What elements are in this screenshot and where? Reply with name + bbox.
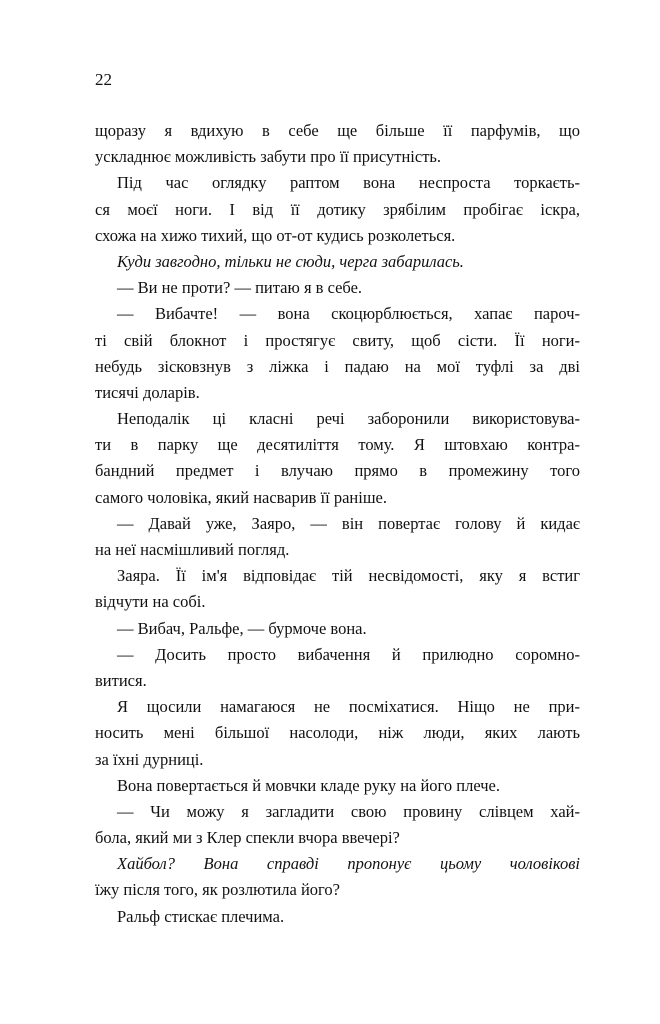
- body-text: [95, 118, 580, 930]
- text-line: Вона повертається й мовчки кладе руку на його плече.: [117, 775, 501, 795]
- text-line: їжу після того, як розлютила його?: [95, 880, 340, 900]
- page-number: 22: [95, 70, 112, 89]
- text-line: відчути на собі.: [95, 592, 206, 612]
- text-line: витися.: [95, 670, 147, 690]
- text-line: на неї насмішливий погляд.: [95, 540, 290, 559]
- text-line: — Ви не проти? — питаю я в себе.: [117, 278, 363, 298]
- text-line: за їхні дурниці.: [95, 749, 204, 769]
- text-line: Неподалік ці класні речі заборонили використовува-: [117, 409, 580, 429]
- text-line: ускладнює можливість забути про її присутність.: [95, 147, 442, 167]
- text-line: Ральф стискає плечима.: [117, 906, 285, 926]
- text-line: тисячі доларів.: [95, 382, 200, 402]
- text-line: — Чи можу я загладити свою провину слівцем хай-: [117, 801, 580, 821]
- text-line: Я щосили намагаюся не посміхатися. Ніщо не при-: [117, 697, 580, 717]
- text-line: небудь зісковзнув з ліжка і падаю на мої туфлі за дві: [95, 356, 580, 376]
- text-line: ти в парку ще десятиліття тому. Я штовхаю контра-: [95, 435, 580, 455]
- text-line: ся моєї ноги. І від її дотику зрябілим пробігає іскра,: [95, 199, 580, 219]
- text-line: бола, який ми з Клер спекли вчора ввечері?: [95, 828, 400, 848]
- text-line: схожа на хижо тихий, що от-от кудись розколеться.: [95, 225, 456, 245]
- text-line: Куди завгодно, тільки не сюди, черга забарилась.: [117, 251, 464, 271]
- text-line: Заяра. Її ім'я відповідає тій несвідомості, яку я встиг: [117, 566, 580, 586]
- text-line: щоразу я вдихую в себе ще більше її парфумів, що: [95, 121, 580, 140]
- text-line: носить мені більшої насолоди, ніж люди, яких лають: [95, 723, 580, 743]
- text-line: — Досить просто вибачення й прилюдно соромно-: [117, 644, 580, 664]
- text-line: Хайбол? Вона справді пропонує цьому чоловікові: [117, 854, 580, 874]
- text-line: Під час оглядку раптом вона неспроста торкаєть-: [117, 173, 580, 193]
- text-line: — Вибачте! — вона скоцюрблюється, хапає пароч-: [117, 304, 580, 324]
- text-line: ті свій блокнот і простягує свиту, щоб сісти. Її ноги-: [95, 330, 580, 350]
- text-line: самого чоловіка, який насварив її раніше.: [95, 487, 387, 507]
- text-line: — Вибач, Ральфе, — бурмоче вона.: [117, 618, 367, 638]
- text-line: бандний предмет і влучаю прямо в промежину того: [95, 461, 580, 481]
- text-line: — Давай уже, Заяро, — він повертає голову й кидає: [117, 513, 580, 533]
